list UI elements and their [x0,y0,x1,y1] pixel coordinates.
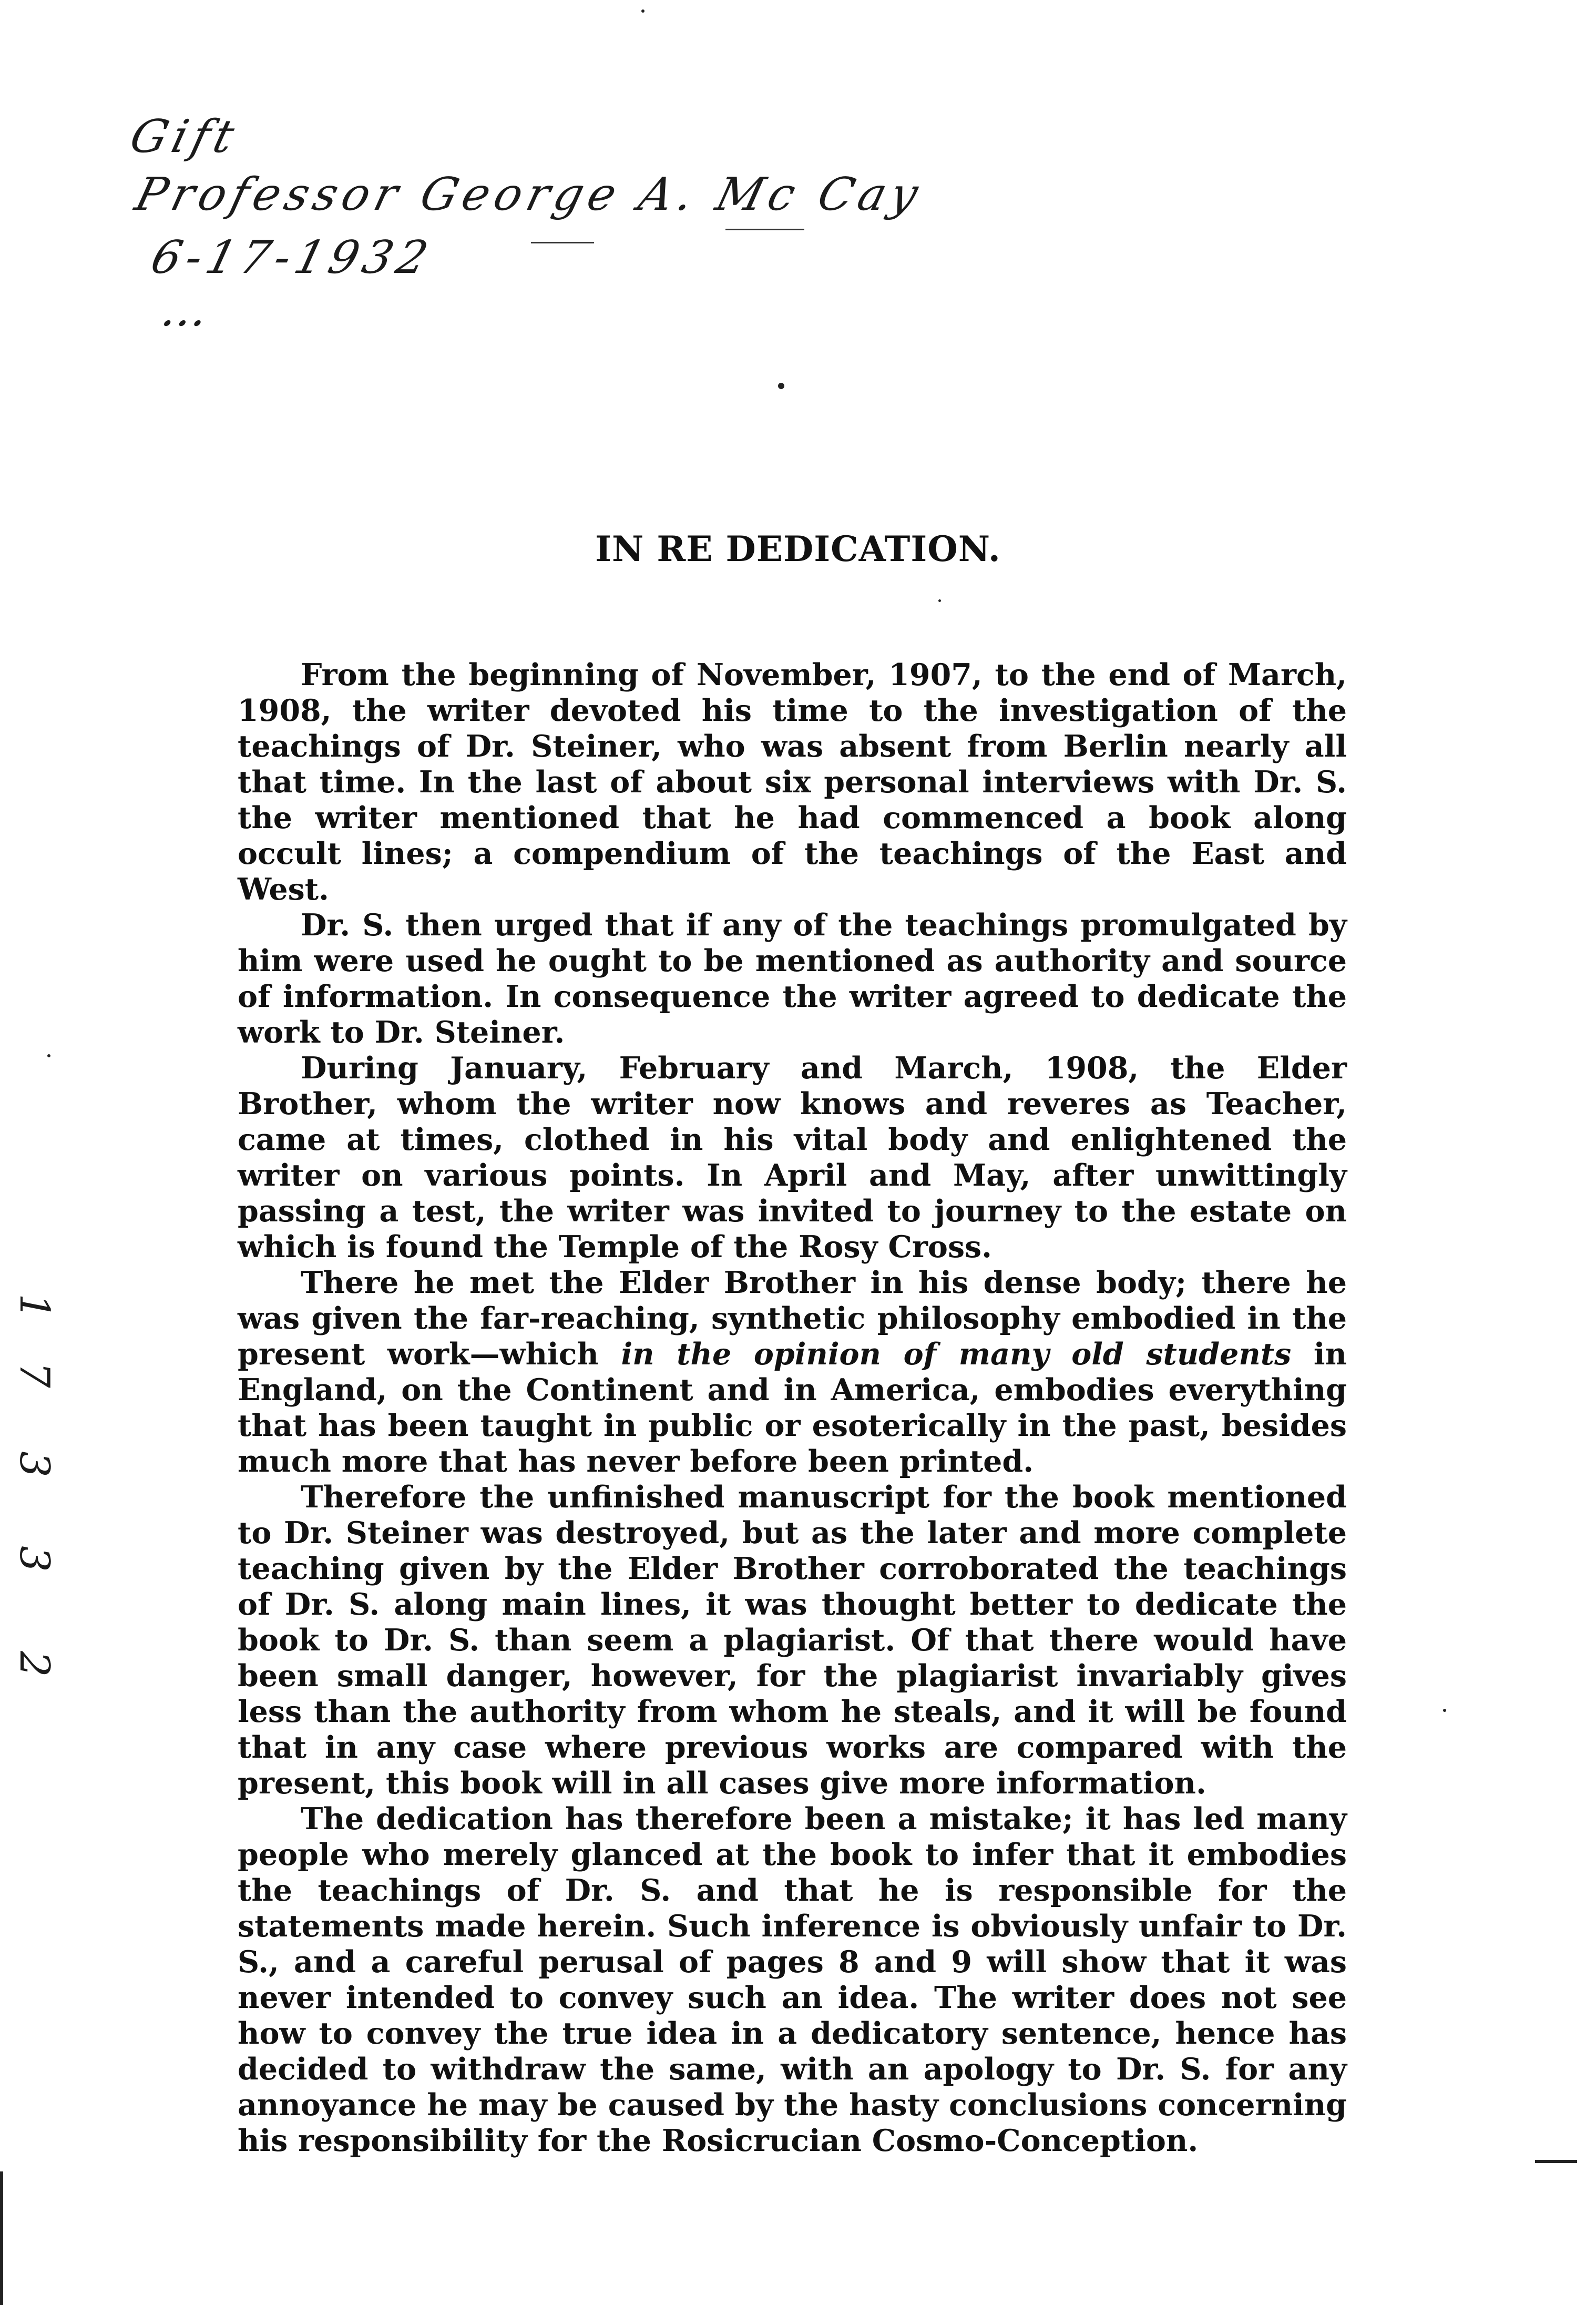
dedication-body [238,657,1347,2159]
edge-rule-mark [1535,2160,1577,2163]
scan-edge-line [0,2171,3,2305]
inscription-dash-small [531,242,594,243]
margin-mark: 1 [10,1293,58,1320]
inscription-dash [725,229,804,230]
margin-handwriting [11,1283,84,1740]
paragraph-4 [238,1265,1347,1480]
paragraph-4-lead: There he met the Elder Brother in his dense body; there he was given the far-reaching, synthetic philosophy embodied in the present work—which [238,1265,1347,1372]
paragraph-5: Therefore the unfinished manuscript for the book mentioned to Dr. Steiner was destroyed, but as the later and more complete teaching given by the Elder Brother corroborated the teachings of Dr. S. along main lines, it was thought better to dedicate the book to Dr. S. than seem a plagiarist. Of that there would have been small danger, however, for the plagiarist invariably gives less than the authority from whom he steals, and it will be found that in any case where previous works are compared with the present, this book will in all cases give more information. [238,1480,1347,1801]
paragraph-2: Dr. S. then urged that if any of the teachings promulgated by him were used he ought to be mentioned as authority and source of information. In consequence the writer agreed to dedicate the work to Dr. Steiner. [238,907,1347,1050]
margin-mark: 2 [10,1651,58,1677]
paragraph-6: The dedication has therefore been a mistake; it has led many people who merely glanced at the book to infer that it embodies the teachings of Dr. S. and that he is responsible for the statements made herein. Such inference is obviously unfair to Dr. S., and a careful perusal of pages 8 and 9 will show that it was never intended to convey such an idea. The writer does not see how to convey the true idea in a dedicatory sentence, hence has decided to withdraw the same, with an apology to Dr. S. for any annoyance he may be caused by the hasty conclusions concerning his responsibility for the Rosicrucian Cosmo-Conception. [238,1801,1347,2158]
inscription-line-gift: Gift [125,110,245,163]
margin-mark: 7 [10,1362,58,1388]
inscription-line-mark: … [156,284,220,336]
margin-mark: 3 [10,1451,58,1477]
ink-speck [938,599,941,602]
paragraph-1: From the beginning of November, 1907, to the end of March, 1908, the writer devoted his time to the investigation of the teachings of Dr. Steiner, who was absent from Berlin nearly all that time. In the last of about six personal interviews with Dr. S. the writer mentioned that he had commenced a book along occult lines; a compendium of the teachings of the East and West. [238,657,1347,907]
ink-speck [641,9,644,13]
ink-speck [1443,1709,1446,1712]
ink-speck [778,383,784,389]
page-title: IN RE DEDICATION. [595,528,1001,569]
paragraph-4-emphasis: in the opinion of many old students [621,1337,1292,1372]
ink-speck [47,1054,50,1057]
handwritten-gift-inscription [125,110,929,342]
inscription-line-date: 6-17-1932 [146,231,438,284]
paragraph-4-tail: in England, on the Continent and in America, embodies everything that has been taught in public or esoterically in the past, besides much more that has never before been printed. [238,1337,1347,1479]
paragraph-3: During January, February and March, 1908, the Elder Brother, whom the writer now knows and reveres as Teacher, came at times, clothed in his vital body and enlightened the writer on various points. In April and May, after unwittingly passing a test, the writer was invited to journey to the estate on which is found the Temple of the Rosy Cross. [238,1050,1347,1264]
margin-mark: 3 [10,1546,58,1572]
inscription-line-donor: Professor George A. Mc Cay [130,168,929,221]
